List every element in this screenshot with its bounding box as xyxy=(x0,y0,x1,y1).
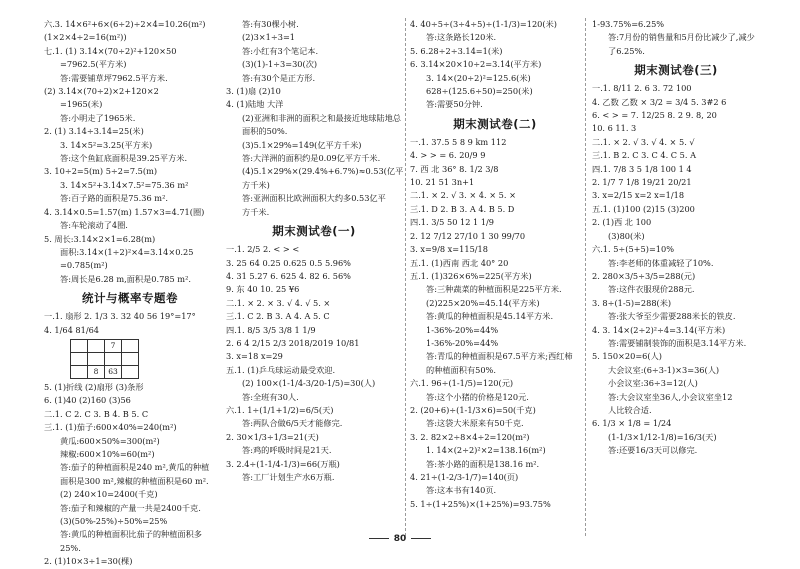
answer-line: 6. 3.14×20×10÷2=3.14(平方米) xyxy=(410,59,542,70)
answer-line: 答:百子路的面积是75.36 m². xyxy=(60,193,168,204)
answer-line: 25%. xyxy=(60,542,81,553)
answer-line: 三.1. D 2. B 3. A 4. B 5. D xyxy=(410,203,515,214)
answer-line: 3. 8÷(1-5)=288(米) xyxy=(592,297,672,308)
answer-line: 5. (1)折线 (2)扇形 (3)条形 xyxy=(44,381,144,392)
answer-line: (3)80(米) xyxy=(608,230,645,241)
answer-line: 答:两队合做6/5天才能修完. xyxy=(242,418,343,429)
answer-line: 六.3. 14×6²+6×(6÷2)÷2×4=10.26(m²) xyxy=(44,19,206,29)
answer-line: 答:这本书有140页. xyxy=(426,485,497,496)
column-1 xyxy=(44,18,216,567)
answer-line: (1-1/3×1/12-1/8)=16/3(天) xyxy=(608,431,717,442)
grid-cell xyxy=(88,339,105,352)
answer-line: 面积的50%. xyxy=(242,126,288,137)
answer-line: 答:需要铺草坪7962.5平方米. xyxy=(60,72,168,83)
answer-line: 答:这袋大米原来有50千克. xyxy=(426,418,524,429)
answer-line: 答:这个鱼缸底面积是39.25平方米. xyxy=(60,153,188,164)
answer-line: 3. 14×(20÷2)²=125.6(米) xyxy=(426,72,531,83)
answer-line: 5. 6.28÷2÷3.14=1(米) xyxy=(410,45,503,56)
answer-line: 4. 1/64 81/64 xyxy=(44,324,99,335)
answer-line: 1. 14×(2÷2)²×2=138.16(m²) xyxy=(426,445,546,456)
answer-line: 四.1. 8/5 3/5 3/8 1 1/9 xyxy=(226,324,316,335)
grid-cell: 7 xyxy=(105,339,122,352)
answer-line: 的种植面积有50%. xyxy=(426,364,496,375)
answer-line: 七.1. (1) 3.14×(70÷2)²+120×50 xyxy=(44,45,177,56)
answer-line: 1-93.75%=6.25% xyxy=(592,19,665,29)
column-divider xyxy=(585,18,586,536)
answer-line: 3. (1)扇 (2)10 xyxy=(226,86,281,97)
answer-line: 4. > > = 6. 20/9 9 xyxy=(410,150,486,161)
answer-line: 3. 10÷2=5(m) 5÷2=7.5(m) xyxy=(44,166,158,177)
answer-line: 3. 2. 82×2÷8×4÷2=120(m²) xyxy=(410,431,530,442)
answer-line: 小会议室:36÷3=12(人) xyxy=(608,378,698,389)
answer-line: 二.1. × 2. × 3. √ 4. √ 5. × xyxy=(226,297,331,308)
column-4 xyxy=(592,18,760,536)
answer-line: 4. (1)陆地 大洋 xyxy=(226,99,284,110)
answer-line: (2) 100×(1-1/4-3/20-1/5)=30(人) xyxy=(242,378,376,389)
answer-line: 2. 1/7 7 1/8 19/21 20/21 xyxy=(592,177,692,188)
grid-cell xyxy=(122,352,139,365)
answer-line: 3. x=9/8 x=115/18 xyxy=(410,244,488,255)
answer-line: 4. 40÷5÷(3÷4÷5)÷(1-1/3)=120(米) xyxy=(410,19,557,29)
answer-line: 答:全班有30人. xyxy=(242,391,299,402)
answer-line: 方千米. xyxy=(242,206,270,217)
tally-grid xyxy=(70,339,139,379)
answer-line: (3)5.1×29%=149(亿平方千米) xyxy=(242,139,362,150)
answer-line: 2. (20+6)÷(1-1/3×6)=50(千克) xyxy=(410,404,536,415)
answer-line: 答:需要50分钟. xyxy=(426,99,483,110)
answer-line: 10. 6 11. 3 xyxy=(592,123,637,134)
answer-line: 答:需要铺制装饰的面积是3.14平方米. xyxy=(608,337,747,348)
answer-line: 答:小明走了1965米. xyxy=(60,112,136,123)
answer-line: (3)(1)-1÷3=30(次) xyxy=(242,59,318,70)
answer-line: 面积:3.14×(1÷2)²×4=3.14×0.25 xyxy=(60,246,194,257)
answer-line: 辣椒:600×10%=60(m²) xyxy=(60,448,155,459)
answer-line: 2. 30×1/3÷1/3=21(天) xyxy=(226,431,319,442)
answer-line: 4. 21÷(1-2/3-1/7)=140(页) xyxy=(410,472,519,482)
answer-line: 答:青瓜的种植面积是67.5平方米;西红柿 xyxy=(426,351,573,362)
answer-line: 10. 21 51 3n+1 xyxy=(410,177,475,188)
answer-line: 人比较合适. xyxy=(608,404,652,415)
answer-line: 7. 西 北 36° 8. 1/2 3/8 xyxy=(410,163,499,174)
grid-cell: 8 xyxy=(88,365,105,378)
answer-line: 五.1. (1)326×6%=225(平方米) xyxy=(410,270,532,281)
answer-line: 答:茄子和辣椒的产量一共是2400千克. xyxy=(60,502,201,513)
grid-cell xyxy=(71,352,88,365)
answer-line: =0.785(m²) xyxy=(60,260,108,271)
answer-line: 6. (1)40 (2)160 (3)56 xyxy=(44,395,131,406)
grid-cell xyxy=(88,352,105,365)
answer-line: 大会议室:(6÷3-1)×3=36(人) xyxy=(608,364,720,375)
grid-cell xyxy=(71,365,88,378)
answer-line: 答:周长是6.28 m,面积是0.785 m². xyxy=(60,273,191,284)
grid-cell: 63 xyxy=(105,365,122,378)
answer-line: 三.1. (1)茄子:600×40%=240(m²) xyxy=(44,422,177,433)
answer-line: (1×2×4÷2=16(m²)) xyxy=(44,32,127,43)
answer-line: 6. < > = 7. 12/25 8. 2 9. 8, 20 xyxy=(592,110,717,121)
answer-line: 二.1. × 2. √ 3. × 4. × 5. × xyxy=(410,190,516,201)
answer-line: 3. 14×5²+3.14×7.5²=75.36 m² xyxy=(60,179,189,190)
answer-line: 4. 31 5.27 6. 625 4. 82 6. 56% xyxy=(226,270,351,281)
answer-line: 2. (1)西 北 100 xyxy=(592,217,652,228)
answer-line: 答:大会议室坐36人,小会议室坐12 xyxy=(608,391,733,402)
answer-line: 4. 3. 14×(2÷2)²÷4=3.14(平方米) xyxy=(592,324,726,335)
column-2 xyxy=(226,18,402,536)
answer-line: (2)225×20%=45.14(平方米) xyxy=(426,297,540,308)
section-heading: 期末测试卷(二) xyxy=(453,116,537,131)
answer-line: 三.1. B 2. C 3. C 4. C 5. A xyxy=(592,150,696,161)
answer-line: 9. 东 40 10. 25 ¥6 xyxy=(226,284,300,295)
answer-line: 答:三种蔬菜的种植面积是225平方米. xyxy=(426,284,562,295)
answer-line: 3. 2.4÷(1-1/4-1/3)=66(万瓶) xyxy=(226,458,340,469)
answer-line: 方千米) xyxy=(242,179,270,190)
answer-line: 答:车轮滚动了4圈. xyxy=(60,220,128,231)
page-footer xyxy=(0,534,800,544)
answer-line: 1-36%-20%=44% xyxy=(426,324,499,335)
answer-line: 答:张大爷至少需要288米长的铁皮. xyxy=(608,311,736,322)
answer-line: 5. 150×20=6(人) xyxy=(592,351,662,362)
answer-line: 2. (1)10×3÷1=30(棵) xyxy=(44,556,133,567)
answer-line: 4. 乙数 乙数 × 3/2 = 3/4 5. 3#2 6 xyxy=(592,96,727,107)
answer-line: 3. 14×5²=3.25(平方米) xyxy=(60,139,153,150)
section-heading: 期末测试卷(三) xyxy=(634,63,718,78)
answer-line: 答:亚洲面积比欧洲面积大约多0.53亿平 xyxy=(242,193,386,204)
answer-line: 5. 1÷(1+25%)×(1+25%)=93.75% xyxy=(410,498,551,509)
grid-cell xyxy=(105,352,122,365)
answer-line: 答:这个小猪的价格是120元. xyxy=(426,391,529,402)
answer-line: 答:有30个是正方形. xyxy=(242,72,316,83)
answer-line: 2. 280×3/5÷3/5=288(元) xyxy=(592,270,696,281)
answer-line: 答:黄瓜的种植面积是45.14平方米. xyxy=(426,311,554,322)
answer-line: 答:茶小路的面积是138.16 m². xyxy=(426,458,540,469)
answer-line: 一.1. 8/11 2. 6 3. 72 100 xyxy=(592,83,692,94)
answer-line: 2. 12 7/12 27/10 1 30 99/70 xyxy=(410,230,526,241)
answer-line: 五.1. (1)西南 西北 40° 20 xyxy=(410,257,509,268)
answer-line: 三.1. C 2. B 3. A 4. A 5. C xyxy=(226,311,330,322)
section-heading: 期末测试卷(一) xyxy=(272,224,356,239)
grid-cell xyxy=(71,339,88,352)
answer-line: 一.1. 37.5 5 8 9 km 112 xyxy=(410,136,507,147)
column-3 xyxy=(410,18,580,536)
answer-line: 1-36%-20%=44% xyxy=(426,337,499,348)
answer-line: 2. (1) 3.14÷3.14=25(米) xyxy=(44,126,144,137)
answer-line: 答:还要16/3天可以修完. xyxy=(608,445,698,456)
answer-line: 3. x=18 x=29 xyxy=(226,351,283,362)
answer-line: 3. 25 64 0.25 0.625 0.5 5.96% xyxy=(226,257,351,268)
answer-line: 答:有30棵小树. xyxy=(242,19,299,29)
answer-line: 五.1. (1)100 (2)15 (3)200 xyxy=(592,203,695,214)
answer-line: (4)5.1×29%×(29.4%+6.7%)≈0.53(亿平 xyxy=(242,166,404,177)
answer-line: 六.1. 1÷(1/1+1/2)=6/5(天) xyxy=(226,404,334,415)
answer-line: (2) 3.14×(70÷2)×2+120×2 xyxy=(44,86,159,97)
answer-line: 6. 1/3 × 1/8 = 1/24 xyxy=(592,418,672,429)
answer-line: 黄瓜:600×50%=300(m²) xyxy=(60,435,160,446)
answer-line: 答:工厂计划生产水6万瓶. xyxy=(242,472,335,482)
answer-line: 答:鸡的呼吸时间是21天. xyxy=(242,445,332,456)
answer-line: 4. 3.14×0.5=1.57(m) 1.57×3=4.71(圈) xyxy=(44,206,205,217)
answer-line: 答:大洋洲的面积约是0.09亿平方千米. xyxy=(242,153,381,164)
answer-line: 答:这条路长120米. xyxy=(426,32,497,43)
answer-line: 六.1. 96÷(1-1/5)=120(元) xyxy=(410,378,514,389)
answer-line: 面积是300 m²,辣椒的种植面积是60 m². xyxy=(60,475,209,486)
answer-line: (2) 240×10=2400(千克) xyxy=(60,489,158,500)
answer-line: 二.1. × 2. √ 3. √ 4. × 5. √ xyxy=(592,136,695,147)
answer-line: 5. 周长:3.14×2×1=6.28(m) xyxy=(44,233,156,244)
answer-line: 答:李老师的体重减轻了10%. xyxy=(608,257,714,268)
answer-line: 四.1. 3/5 50 12 1 1/9 xyxy=(410,217,495,228)
answer-line: 答:茄子的种植面积是240 m²,黄瓜的种植 xyxy=(60,462,210,473)
answer-line: 了6.25%. xyxy=(608,45,645,56)
answer-line: 答:小红有3个笔记本. xyxy=(242,45,319,56)
answer-line: =1965(米) xyxy=(60,99,103,110)
answer-line: 答:黄瓜的种植面积比茄子的种植面积多 xyxy=(60,529,202,540)
answer-line: 一.1. 2/5 2. < > < xyxy=(226,244,300,255)
grid-cell xyxy=(122,365,139,378)
answer-line: 二.1. C 2. C 3. B 4. B 5. C xyxy=(44,408,149,419)
answer-line: 一.1. 扇形 2. 1/3 3. 32 40 56 19°=17° xyxy=(44,311,196,322)
answer-line: 2. 6 4 2/15 2/3 2018/2019 10/81 xyxy=(226,337,360,348)
answer-line: 五.1. (1)乒乓球运动最受欢迎. xyxy=(226,364,336,375)
answer-line: (3)(50%-25%)÷50%=25% xyxy=(60,516,168,526)
answer-line: 六.1. 5÷(5+5)=10% xyxy=(592,244,674,255)
answer-line: 3. x=2/15 x=2 x=1/18 xyxy=(592,190,685,201)
answer-line: (2)3×1÷3=1 xyxy=(242,32,296,43)
answer-line: =7962.5(平方米) xyxy=(60,59,127,70)
section-heading: 统计与概率专题卷 xyxy=(82,291,178,306)
answer-line: 答:这件衣服现价288元. xyxy=(608,284,695,295)
column-divider xyxy=(405,18,406,536)
answer-line: 答:7月份的销售量和5月份比减少了,减少 xyxy=(608,32,755,43)
answer-line: 628÷(125.6÷50)=250(米) xyxy=(426,86,533,97)
answer-line: 四.1. 7/8 3 5 1/8 100 1 4 xyxy=(592,163,692,174)
page-number: 80 xyxy=(393,534,407,544)
grid-cell xyxy=(122,339,139,352)
answer-line: (2)亚洲和非洲的面积之和最接近地球陆地总 xyxy=(242,112,401,123)
